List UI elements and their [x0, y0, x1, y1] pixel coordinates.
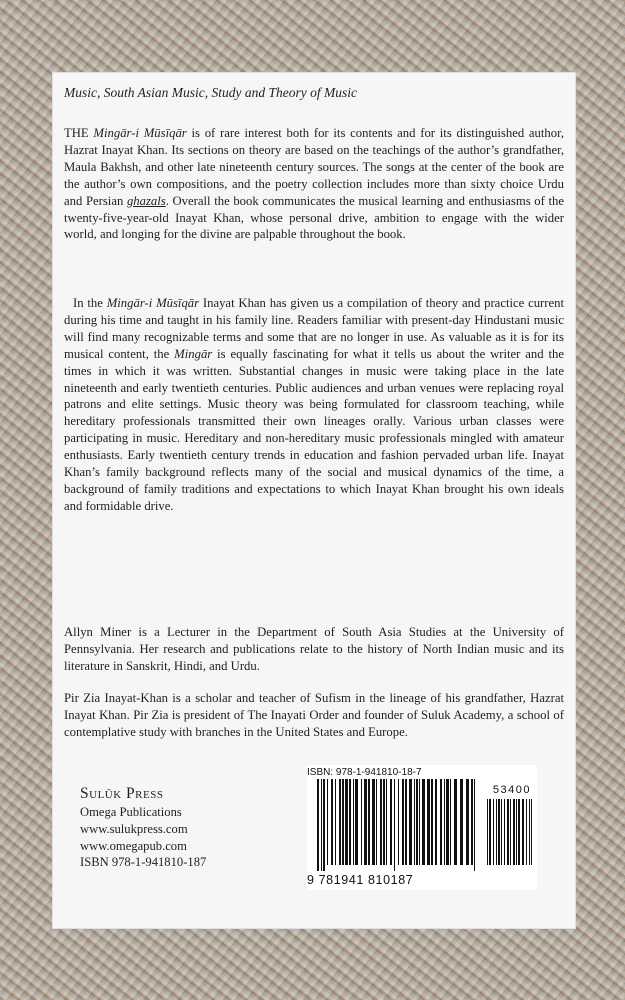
barcode-addon-bar	[504, 799, 505, 865]
barcode-bar	[431, 779, 433, 865]
barcode-addon-bar	[493, 799, 494, 865]
barcode-bar	[419, 779, 420, 865]
para2-text-a: Inayat Khan has given us a compilation of theory and practice current during his time and taught in his family line. Readers familiar with present-day Hindustani music will find many recognizable terms and some that are no longer in use. As valuable as it is for its musical content, the	[64, 296, 564, 361]
barcode-bar	[435, 779, 437, 865]
publisher-website-2: www.omegapub.com	[80, 838, 187, 853]
barcode-bar	[339, 779, 341, 865]
barcode-bar	[368, 779, 370, 865]
barcode-bar	[427, 779, 430, 865]
barcode-bar	[386, 779, 387, 865]
book-title-italic: Mingār-i Mūsīqār	[93, 126, 187, 140]
barcode-bar	[380, 779, 382, 865]
barcode-bar	[355, 779, 358, 865]
barcode-bar	[394, 779, 395, 871]
para2-prefix: In the	[73, 296, 107, 310]
para1-text-a: is of rare interest both for its contents and for its distinguished author, Hazrat Inayat Khan. Its sections on theory are based on the teachings of the author’s grandfather, Maula Bakhsh, and other late nineteenth century sources. The songs at the center of the book are the author’s own compositions, and the poetry collection includes more than sixty choice Urdu and Persian	[64, 126, 564, 208]
author-bio-allyn-miner: Allyn Miner is a Lecturer in the Department of South Asia Studies at the University of Pennsylvania. Her research and publications relate to the history of North Indian music and its literature in Sanskrit, Hindi, and Urdu.	[64, 625, 564, 673]
barcode-addon-bar	[516, 799, 517, 865]
barcode-bar	[317, 779, 319, 871]
barcode-bar	[361, 779, 362, 865]
barcode-bar	[398, 779, 399, 865]
barcode-bar	[414, 779, 415, 865]
barcode-addon-bar	[518, 799, 520, 865]
barcode-bar	[335, 779, 336, 865]
suluk-press-logo: Sulūk Press	[80, 785, 164, 802]
book-category: Music, South Asian Music, Study and Theory of Music	[64, 85, 357, 100]
barcode-bar	[422, 779, 425, 865]
barcode	[307, 765, 537, 890]
barcode-bar	[323, 779, 325, 871]
para2-text-b: is equally fascinating for what it tells us about the writer and the times in which it was written. Substantial changes in music were taking place in the late nineteenth and early twentieth centuries. Public audiences and urban venues were replacing royal patrons and elite settings. Music theory was being formulated for classroom teaching, while hereditary professionals transmitted their own lineages orally. Various urban classes were participating in music. Hereditary and non-hereditary music professionals mingled with amateur enthusiasts. Early twentieth century trends in education and fashion pervaded urban life. Inayat Khan’s family background reflects many of the social and musical dynamics of the time, a background of family traditions and expectations to which Inayat Khan brought his own ideals and formidable drive.	[64, 346, 564, 513]
back-cover-panel	[52, 72, 576, 929]
barcode-bars	[307, 779, 537, 875]
barcode-bar	[342, 779, 344, 865]
publisher-website-1: www.sulukpress.com	[80, 821, 188, 836]
barcode-addon-bar	[522, 799, 524, 865]
para1-text-b: . Overall the book communicates the musical learning and enthusiasms of the twenty-five-year-old Inayat Khan, whose personal drive, ambition to engage with the wider world, and longing for the divine are palpable throughout the book.	[64, 193, 564, 242]
barcode-addon-bar	[496, 799, 497, 865]
barcode-bar	[474, 779, 475, 871]
book-short-title-italic: Mingār	[174, 346, 213, 361]
barcode-bar	[446, 779, 449, 865]
barcode-addon-bar	[501, 799, 502, 865]
barcode-bar	[450, 779, 451, 865]
description-paragraph-2	[64, 295, 564, 515]
barcode-bar	[409, 779, 412, 865]
barcode-bar	[471, 779, 473, 865]
barcode-bar	[390, 779, 392, 865]
barcode-bar	[376, 779, 377, 865]
barcode-addon-bar	[487, 799, 488, 865]
barcode-bar	[383, 779, 385, 865]
barcode-price-code: 53400	[492, 784, 531, 796]
para1-prefix: THE	[64, 126, 94, 140]
barcode-bar	[405, 779, 407, 865]
barcode-addon-bar	[507, 799, 509, 865]
barcode-addon-bar	[529, 799, 530, 865]
barcode-bar	[345, 779, 348, 865]
barcode-bar	[327, 779, 328, 865]
author-bio-pir-zia: Pir Zia Inayat-Khan is a scholar and teacher of Sufism in the lineage of his grandfather, Hazrat Inayat Khan. Pir Zia is president of The Inayati Order and founder of Suluk Academy, a school of contemplative study with branches in the United States and Europe.	[64, 691, 564, 739]
barcode-bar	[454, 779, 457, 865]
barcode-bar	[402, 779, 404, 865]
barcode-bar	[331, 779, 333, 865]
barcode-bar	[416, 779, 418, 865]
barcode-bar	[321, 779, 322, 871]
barcode-bar	[466, 779, 469, 865]
barcode-addon-bar	[526, 799, 527, 865]
barcode-bar	[353, 779, 354, 865]
barcode-addon-bar	[510, 799, 511, 865]
barcode-digits: 9 781941 810187	[307, 873, 414, 887]
barcode-addon-bar	[498, 799, 500, 865]
barcode-bar	[460, 779, 463, 865]
barcode-bar	[364, 779, 367, 865]
publisher-imprint: Omega Publications	[80, 805, 182, 819]
publisher-info	[80, 784, 280, 871]
book-title-italic-2: Mingār-i Mūsīqār	[106, 296, 200, 310]
barcode-addon-bar	[513, 799, 515, 865]
ghazals-term: ghazals	[126, 193, 166, 208]
barcode-isbn-label: ISBN: 978-1-941810-18-7	[307, 767, 422, 778]
barcode-bar	[372, 779, 375, 865]
barcode-bar	[349, 779, 351, 865]
description-paragraph-1	[64, 125, 564, 243]
publisher-isbn: ISBN 978-1-941810-187	[80, 855, 207, 870]
barcode-bar	[444, 779, 445, 865]
barcode-addon-bar	[531, 799, 532, 865]
barcode-bar	[440, 779, 442, 865]
barcode-addon-bar	[489, 799, 491, 865]
